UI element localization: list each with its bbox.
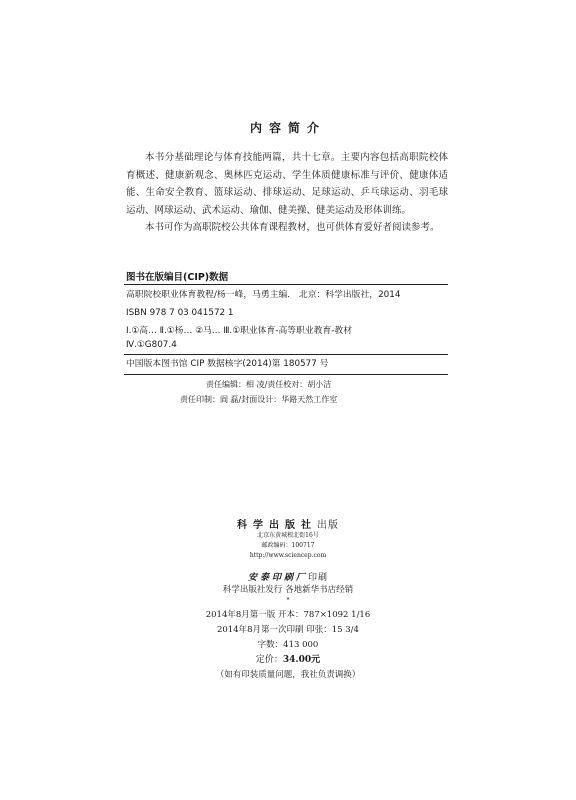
price-value: 34.00元 bbox=[282, 655, 321, 665]
printer-line bbox=[0, 565, 576, 584]
publisher-suffix: 出版 bbox=[317, 520, 339, 531]
edition-line-1: 2014年8月第一版 开本：787×1092 1/16 bbox=[205, 610, 371, 620]
distribution-line: 科学出版社发行 各地新华书店经销 bbox=[222, 585, 354, 595]
print-run-line: 字数：413 000 bbox=[257, 640, 319, 650]
divider-mark: * bbox=[286, 597, 290, 604]
publisher-website: http://www.sciencep.com bbox=[249, 552, 327, 559]
cip-heading: 图书在版编目(CIP)数据 bbox=[126, 272, 229, 283]
publisher-postcode: 邮政编码：100717 bbox=[261, 542, 315, 549]
intro-title: 内容简介 bbox=[249, 121, 326, 135]
cip-middle-rule bbox=[124, 354, 448, 355]
price-line bbox=[0, 652, 576, 665]
cip-bottom-rule bbox=[124, 374, 448, 375]
publisher-address: 北京东黄城根北街16号 bbox=[257, 532, 319, 539]
cip-catalog-number: 中国版本图书馆 CIP 数据核字(2014)第 180577 号 bbox=[126, 359, 329, 369]
cip-line-3: Ⅰ.①高… Ⅱ.①杨… ②马… Ⅲ.①职业体育-高等职业教育-教材 bbox=[126, 326, 353, 336]
intro-paragraph-1: 本书分基础理论与体育技能两篇，共十七章。主要内容包括高职院校体育概述、健康新观念、奥林匹克运动、学生体质健康标准与评价、健康体适能、生命安全教育、篮球运动、排球运动、足球运动、乒乓球运动、羽毛球运动、网球运动、武术运动、瑜伽、健美操、健美运动及形体训练。 bbox=[126, 152, 448, 216]
cip-line-4: Ⅳ.①G807.4 bbox=[126, 340, 177, 350]
credits-line-1: 责任编辑：相 凌/责任校对：胡小洁 bbox=[206, 380, 332, 389]
publisher-name: 科学出版社 bbox=[237, 520, 317, 531]
printer-suffix: 印刷 bbox=[308, 573, 329, 583]
intro-body bbox=[126, 149, 448, 237]
credits-line-2: 责任印制：阎 磊/封面设计：华路天然工作室 bbox=[180, 395, 338, 404]
quality-note: （如有印装质量问题，我社负责调换） bbox=[215, 670, 361, 680]
cip-top-rule bbox=[124, 284, 448, 285]
printer-name: 安泰印刷厂 bbox=[247, 573, 308, 583]
edition-line-2: 2014年8月第一次印刷 印张：15 3/4 bbox=[217, 625, 359, 635]
intro-paragraph-2: 本书可作为高职院校公共体育课程教材，也可供体育爱好者阅读参考。 bbox=[145, 222, 440, 233]
cip-line-2: ISBN 978 7 03 041572 1 bbox=[126, 308, 234, 318]
price-label: 定价： bbox=[255, 655, 283, 665]
cip-line-1: 高职院校职业体育教程/杨一峰，马勇主编． 北京：科学出版社，2014 bbox=[126, 290, 401, 300]
